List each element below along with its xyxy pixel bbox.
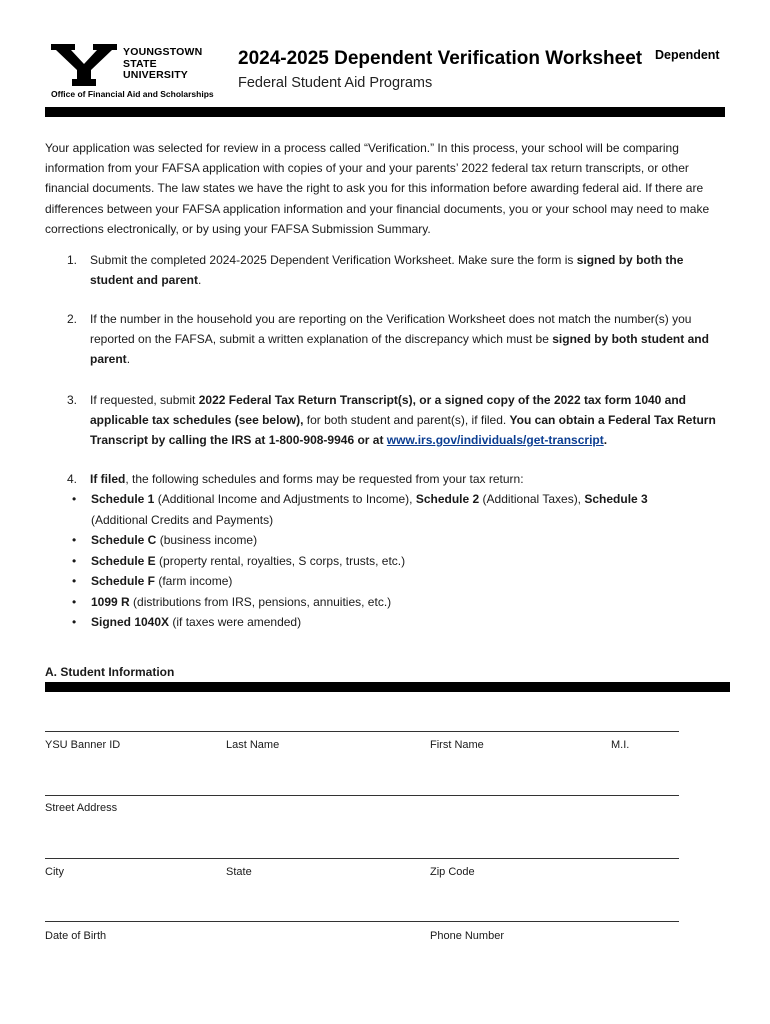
middle-initial-label: M.I. — [611, 739, 630, 751]
bullet-icon: • — [72, 594, 77, 609]
date-of-birth-label: Date of Birth — [45, 930, 107, 942]
list-item: • Schedule E (property rental, royalties, S corps, trusts, etc.) — [45, 551, 685, 572]
page-subtitle: Federal Student Aid Programs — [238, 75, 433, 91]
street-address-line[interactable] — [45, 795, 679, 796]
bullet-icon: • — [72, 492, 77, 506]
list-item: • 1099 R (distributions from IRS, pensions, annuities, etc.) — [45, 592, 685, 613]
list-item: • Schedule F (farm income) — [45, 571, 685, 592]
intro-paragraph: Your application was selected for review in a process called “Verification.” In this process, your school will be comparing information from your FAFSA application with copies of your and your parents’ 2022 federal tax return transcripts, or other financial documents. The law states we have the right to ask you for this information before awarding federal aid. If there are differences between your FAFSA application information and your financial documents, you or your school may need to make corrections electronically, or by using your FAFSA Submission Summary. — [45, 141, 710, 236]
list-item: • Schedule C (business income) — [45, 530, 685, 551]
page-title: 2024-2025 Dependent Verification Worksheet — [238, 48, 643, 69]
ysu-logo — [51, 42, 201, 92]
list-item: • Signed 1040X (if taxes were amended) — [45, 612, 685, 633]
banner-id-label: YSU Banner ID — [45, 739, 121, 751]
bullet-icon: • — [72, 574, 77, 588]
section-a-divider — [45, 682, 730, 692]
last-name-label: Last Name — [226, 739, 280, 751]
zip-code-label: Zip Code — [430, 866, 475, 878]
form-type-label: Dependent — [655, 48, 720, 62]
irs-transcript-link[interactable]: www.irs.gov/individuals/get-transcript — [386, 433, 604, 447]
street-address-label: Street Address — [45, 802, 118, 814]
schedules-list — [45, 489, 685, 633]
ysu-y-logo-icon — [51, 44, 117, 86]
city-label: City — [45, 866, 64, 878]
student-name-line[interactable] — [45, 731, 679, 732]
bullet-icon: • — [72, 615, 77, 629]
bullet-icon: • — [72, 533, 77, 547]
dob-phone-line[interactable] — [45, 921, 679, 922]
city-state-zip-line[interactable] — [45, 858, 679, 859]
university-name: YOUNGSTOWN STATE UNIVERSITY — [123, 46, 203, 81]
office-name: Office of Financial Aid and Scholarships — [51, 89, 214, 99]
phone-number-label: Phone Number — [430, 930, 504, 942]
header-divider — [45, 107, 725, 117]
state-label: State — [226, 866, 252, 878]
list-item: • Schedule 1 (Additional Income and Adjustments to Income), Schedule 2 (Additional Taxes), Schedule 3 (Additional Credits and Payments) — [45, 489, 685, 530]
first-name-label: First Name — [430, 739, 484, 751]
page-header — [45, 42, 735, 102]
bullet-icon: • — [72, 553, 77, 568]
section-a-title: A. Student Information — [45, 665, 175, 679]
